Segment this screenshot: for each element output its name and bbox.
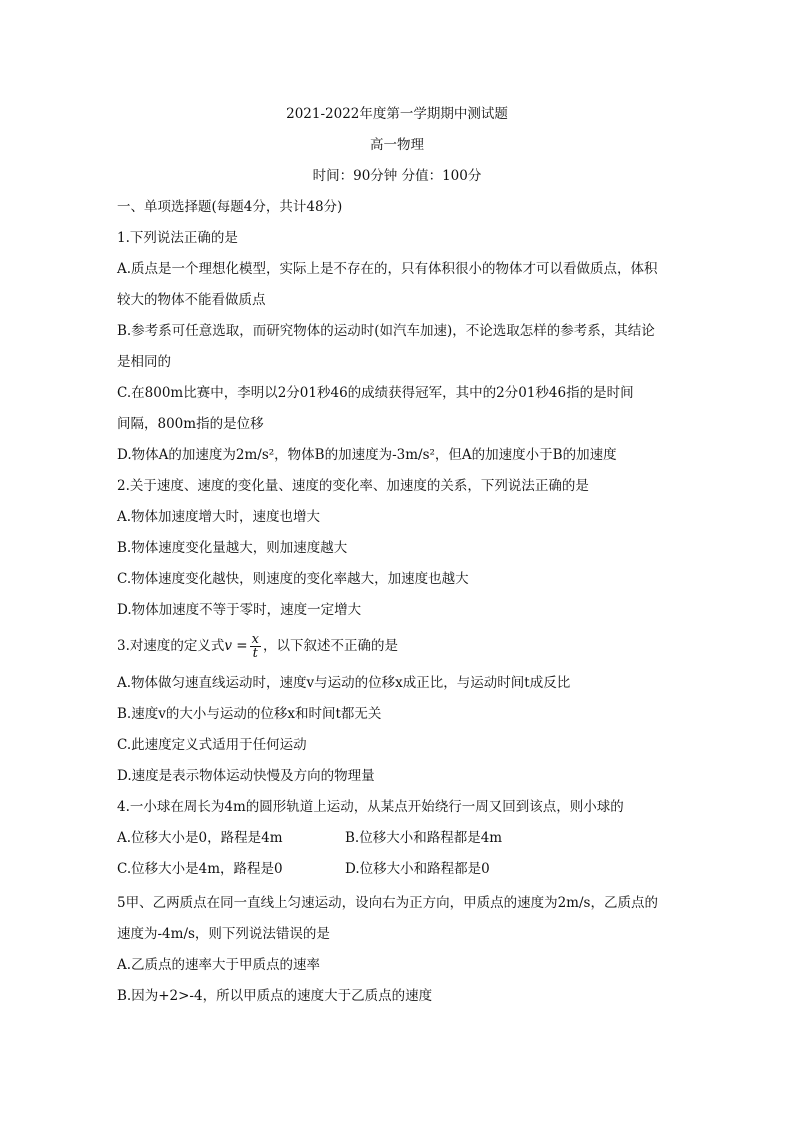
exam-meta: 时间：90分钟 分值：100分 <box>312 168 482 184</box>
q3-equation-lhs: v = <box>224 638 248 654</box>
q4-option-d: D.位移大小和路程都是0 <box>345 861 490 877</box>
q3-equation-denominator: t <box>252 646 258 661</box>
q1-option-c-line1: C.在800m比赛中，李明以2分01秒46的成绩获得冠军，其中的2分01秒46指的是时间 <box>117 385 634 401</box>
q1-option-a-line2: 较大的物体不能看做质点 <box>117 292 266 308</box>
q3-option-c: C.此速度定义式适用于任何运动 <box>117 737 307 753</box>
q5-stem-line2: 速度为-4m/s，则下列说法错误的是 <box>117 926 330 942</box>
q3-option-a: A.物体做匀速直线运动时，速度v与运动的位移x成正比，与运动时间t成反比 <box>117 675 571 691</box>
q1-option-b-line1: B.参考系可任意选取，而研究物体的运动时(如汽车加速)，不论选取怎样的参考系，其结论 <box>117 323 655 339</box>
q3-equation-numerator: x <box>251 632 259 647</box>
q2-option-b: B.物体速度变化量越大，则加速度越大 <box>117 540 348 556</box>
q4-option-c: C.位移大小是4m，路程是0 <box>117 861 283 877</box>
q1-option-d: D.物体A的加速度为2m/s²，物体B的加速度为-3m/s²，但A的加速度小于B的加速度 <box>117 447 617 463</box>
q1-option-a-line1: A.质点是一个理想化模型，实际上是不存在的，只有体积很小的物体才可以看做质点，体积 <box>117 261 658 277</box>
q4-option-b: B.位移大小和路程都是4m <box>345 830 503 846</box>
q4-option-a: A.位移大小是0，路程是4m <box>117 830 283 846</box>
q1-stem: 1.下列说法正确的是 <box>117 230 238 246</box>
q3-option-d: D.速度是表示物体运动快慢及方向的物理量 <box>117 768 375 784</box>
q5-stem-line1: 5甲、乙两质点在同一直线上匀速运动，设向右为正方向，甲质点的速度为2m/s，乙质点的 <box>117 895 658 911</box>
q1-option-c-line2: 间隔，800m指的是位移 <box>117 416 264 432</box>
q2-option-d: D.物体加速度不等于零时，速度一定增大 <box>117 602 362 618</box>
q1-option-b-line2: 是相同的 <box>117 354 171 370</box>
q4-options-row2 <box>117 859 677 879</box>
q3-stem-post: ，以下叙述不正确的是 <box>262 638 398 654</box>
q5-option-a: A.乙质点的速率大于甲质点的速率 <box>117 957 321 973</box>
exam-title: 2021-2022年度第一学期期中测试题 <box>286 106 508 122</box>
q3-equation-fraction <box>250 633 261 660</box>
exam-subject: 高一物理 <box>370 137 424 153</box>
q2-option-a: A.物体加速度增大时，速度也增大 <box>117 509 321 525</box>
q5-option-b: B.因为+2>-4，所以甲质点的速度大于乙质点的速度 <box>117 988 433 1004</box>
q2-option-c: C.物体速度变化越快，则速度的变化率越大，加速度也越大 <box>117 571 469 587</box>
section-heading: 一、单项选择题(每题4分，共计48分) <box>117 199 343 215</box>
q3-stem-pre: 3.对速度的定义式 <box>117 638 225 654</box>
q3-option-b: B.速度v的大小与运动的位移x和时间t都无关 <box>117 706 382 722</box>
q4-options-row1 <box>117 828 677 848</box>
q4-stem: 4.一小球在周长为4m的圆形轨道上运动，从某点开始绕行一周又回到该点，则小球的 <box>117 799 624 815</box>
q2-stem: 2.关于速度、速度的变化量、速度的变化率、加速度的关系，下列说法正确的是 <box>117 478 589 494</box>
q3-stem <box>117 633 677 660</box>
